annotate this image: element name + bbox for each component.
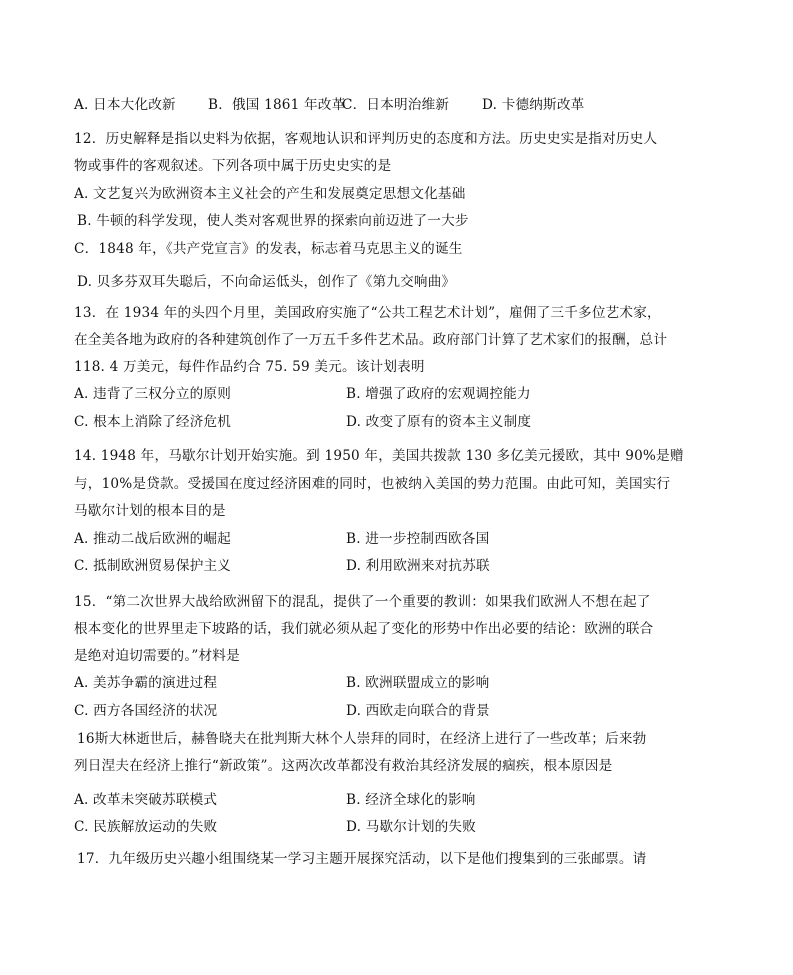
q13-stem-line-2: 在全美各地为政府的各种建筑创作了一万五千多件艺术品。政府部门计算了艺术家们的报酬，总计	[74, 332, 668, 348]
q16-option-b: B. 经济全球化的影响	[346, 792, 476, 808]
q12-option-d: D. 贝多芬双耳失聪后，不向命运低头，创作了《第九交响曲》	[77, 274, 456, 290]
q16-stem-line-1: 16斯大林逝世后，赫鲁晓夫在批判斯大林个人崇拜的同时，在经济上进行了一些改革；后来勃	[77, 731, 647, 747]
q13-option-a: A. 违背了三权分立的原则	[74, 386, 231, 402]
q14-option-d: D. 利用欧洲来对抗苏联	[346, 558, 490, 574]
q14-stem-line-3: 马歇尔计划的根本目的是	[74, 503, 226, 519]
q12-option-a: A. 文艺复兴为欧洲资本主义社会的产生和发展奠定思想文化基础	[74, 186, 466, 202]
q13-option-b: B. 增强了政府的宏观调控能力	[346, 386, 531, 402]
q12-stem-line-2: 物或事件的客观叙述。下列各项中属于历史史实的是	[74, 158, 392, 174]
q16-option-a: A. 改革未突破苏联模式	[74, 792, 218, 808]
q11-option-c: C．日本明治维新	[342, 97, 450, 113]
q14-option-b: B. 进一步控制西欧各国	[346, 531, 490, 547]
q12-stem-line-1: 12．历史解释是指以史料为依据，客观地认识和评判历史的态度和方法。历史史实是指对历史人	[74, 131, 658, 147]
q12-option-c: C．1848 年，《共产党宣言》的发表，标志着马克思主义的诞生	[74, 241, 463, 257]
q11-option-a: A. 日本大化改新	[74, 97, 176, 113]
q15-option-d: D. 西欧走向联合的背景	[346, 703, 490, 719]
q14-option-c: C. 抵制欧洲贸易保护主义	[74, 558, 232, 574]
q15-stem-line-1: 15．“第二次世界大战给欧洲留下的混乱，提供了一个重要的教训：如果我们欧洲人不想在起了	[74, 594, 651, 610]
q14-stem-line-1: 14. 1948 年，马歇尔计划开始实施。到 1950 年，美国共拨款 130 多亿美元援欧，其中 90%是赠	[74, 448, 684, 464]
q15-option-a: A. 美苏争霸的演进过程	[74, 675, 218, 691]
q15-option-c: C. 西方各国经济的状况	[74, 703, 218, 719]
q13-option-c: C. 根本上消除了经济危机	[74, 414, 232, 430]
q12-option-b: B. 牛顿的科学发现，使人类对客观世界的探索向前迈进了一大步	[77, 213, 469, 229]
q16-option-d: D. 马歇尔计划的失败	[346, 819, 477, 835]
q17-stem-line-1: 17．九年级历史兴趣小组围绕某一学习主题开展探究活动，以下是他们搜集到的三张邮票。请	[77, 851, 647, 867]
q14-stem-line-2: 与，10%是贷款。受援国在度过经济困难的同时，也被纳入美国的势力范围。由此可知，美国实行	[74, 476, 671, 492]
q11-option-d: D. 卡德纳斯改革	[482, 97, 585, 113]
q14-option-a: A. 推动二战后欧洲的崛起	[74, 531, 231, 547]
q13-stem-line-3: 118. 4 万美元，每件作品约合 75. 59 美元。该计划表明	[74, 359, 425, 375]
q13-stem-line-1: 13．在 1934 年的头四个月里，美国政府实施了“公共工程艺术计划”，雇佣了三千多位艺术家，	[74, 305, 661, 321]
q16-stem-line-2: 列日涅夫在经济上推行“新政策”。这两次改革都没有救治其经济发展的痼疾，根本原因是	[74, 758, 613, 774]
q15-option-b: B. 欧洲联盟成立的影响	[346, 675, 490, 691]
q15-stem-line-3: 是绝对迫切需要的。”材料是	[74, 648, 240, 664]
q15-stem-line-2: 根本变化的世界里走下坡路的话，我们就必须从起了变化的形势中作出必要的结论：欧洲的联合	[74, 621, 654, 637]
q11-option-b: B．俄国 1861 年改革	[208, 97, 346, 113]
q16-option-c: C. 民族解放运动的失败	[74, 819, 218, 835]
q13-option-d: D. 改变了原有的资本主义制度	[346, 414, 532, 430]
